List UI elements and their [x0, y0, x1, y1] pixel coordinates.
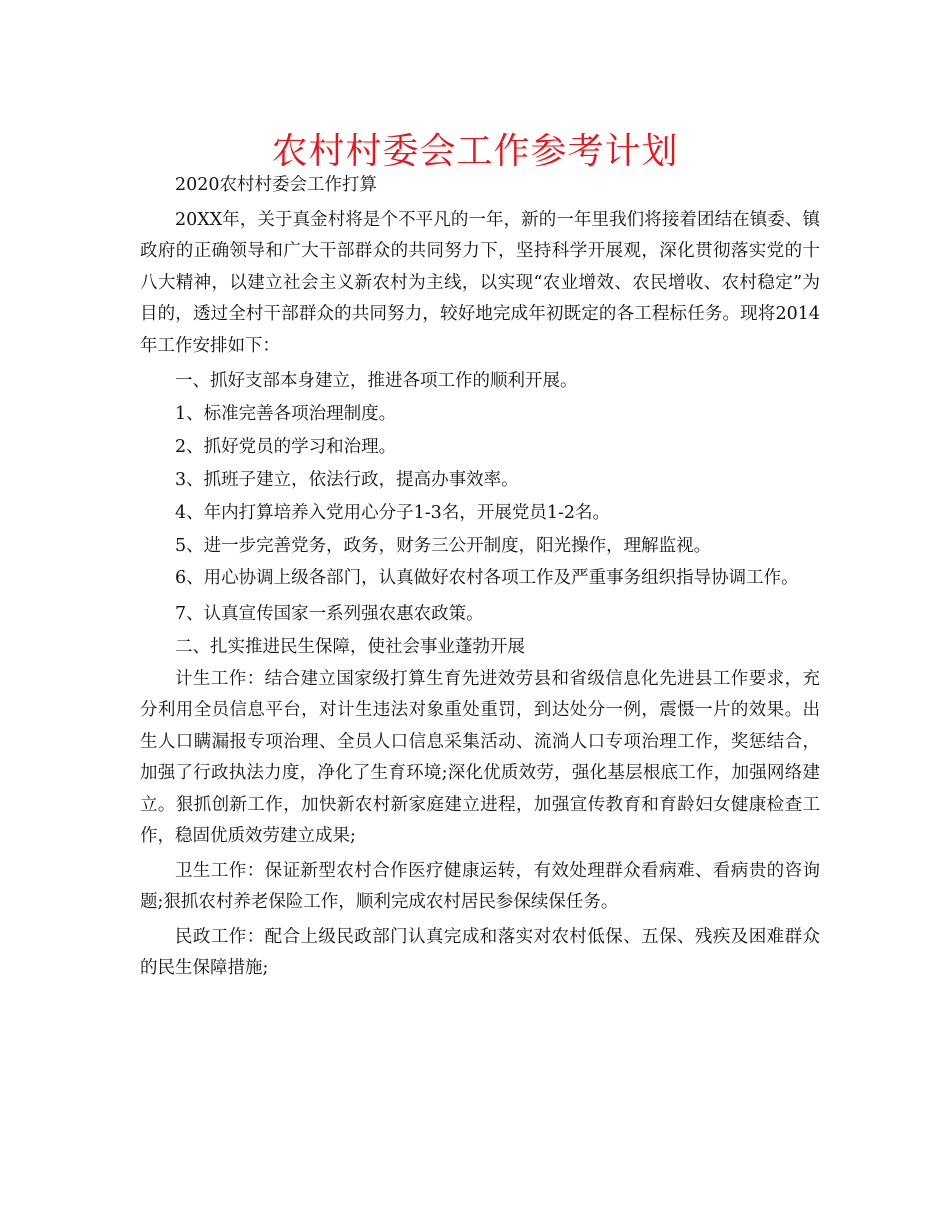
list-item-7: 7、认真宣传国家一系列强农惠农政策。 [175, 603, 484, 624]
document-title: 农村村委会工作参考计划 [271, 131, 679, 172]
paragraph-health: 卫生工作：保证新型农村合作医疗健康运转，有效处理群众看病难、看病贵的咨询题;狠抓农村养老保险工作，顺利完成农村居民参保续保任务。 [140, 860, 820, 912]
list-item-2: 2、抓好党员的学习和治理。 [175, 437, 397, 457]
section-heading-1: 一、抓好支部本身建立，推进各项工作的顺利开展。 [175, 371, 578, 391]
list-item-6: 6、用心协调上级各部门，认真做好农村各项工作及严重事务组织指导协调工作。 [175, 568, 799, 588]
list-item-3: 3、抓班子建立，依法行政，提高办事效率。 [175, 470, 519, 490]
section-heading-2: 二、扎实推进民生保障，使社会事业蓬勃开展 [175, 636, 525, 657]
paragraph-intro: 20XX年，关于真金村将是个不平凡的一年，新的一年里我们将接着团结在镇委、镇政府的正确领导和广大干部群众的共同努力下，坚持科学开展观，深化贯彻落实党的十八大精神，以建立社会主义新农村为主线，以实现“农业增效、农民增收、农村稳定”为目的，透过全村干部群众的共同努力，较好地完成年初既定的各工程标任务。现将2014年工作安排如下： [140, 209, 820, 356]
list-item-1: 1、标准完善各项治理制度。 [175, 404, 397, 424]
list-item-5: 5、进一步完善党务，政务，财务三公开制度，阳光操作，理解监视。 [175, 536, 712, 556]
list-item-4: 4、年内打算培养入党用心分子1-3名，开展党员1-2名。 [175, 503, 610, 523]
paragraph-family-planning: 计生工作：结合建立国家级打算生育先进效劳县和省级信息化先进县工作要求，充分利用全员信息平台，对计生违法对象重处重罚，到达处分一例，震慑一片的效果。出生人口瞒漏报专项治理、全员人口信息采集活动、流淌人口专项治理工作，奖惩结合，加强了行政执法力度，净化了生育环境;深化优质效劳，强化基层根底工作，加强网络建立。狠抓创新工作，加快新农村新家庭建立进程，加强宣传教育和育龄妇女健康检查工作，稳固优质效劳建立成果; [140, 668, 820, 846]
document-body [140, 170, 820, 988]
paragraph-subtitle: 2020农村村委会工作打算 [175, 175, 378, 195]
paragraph-civil-affairs: 民政工作：配合上级民政部门认真完成和落实对农村低保、五保、残疾及困难群众的民生保障措施; [140, 926, 820, 978]
